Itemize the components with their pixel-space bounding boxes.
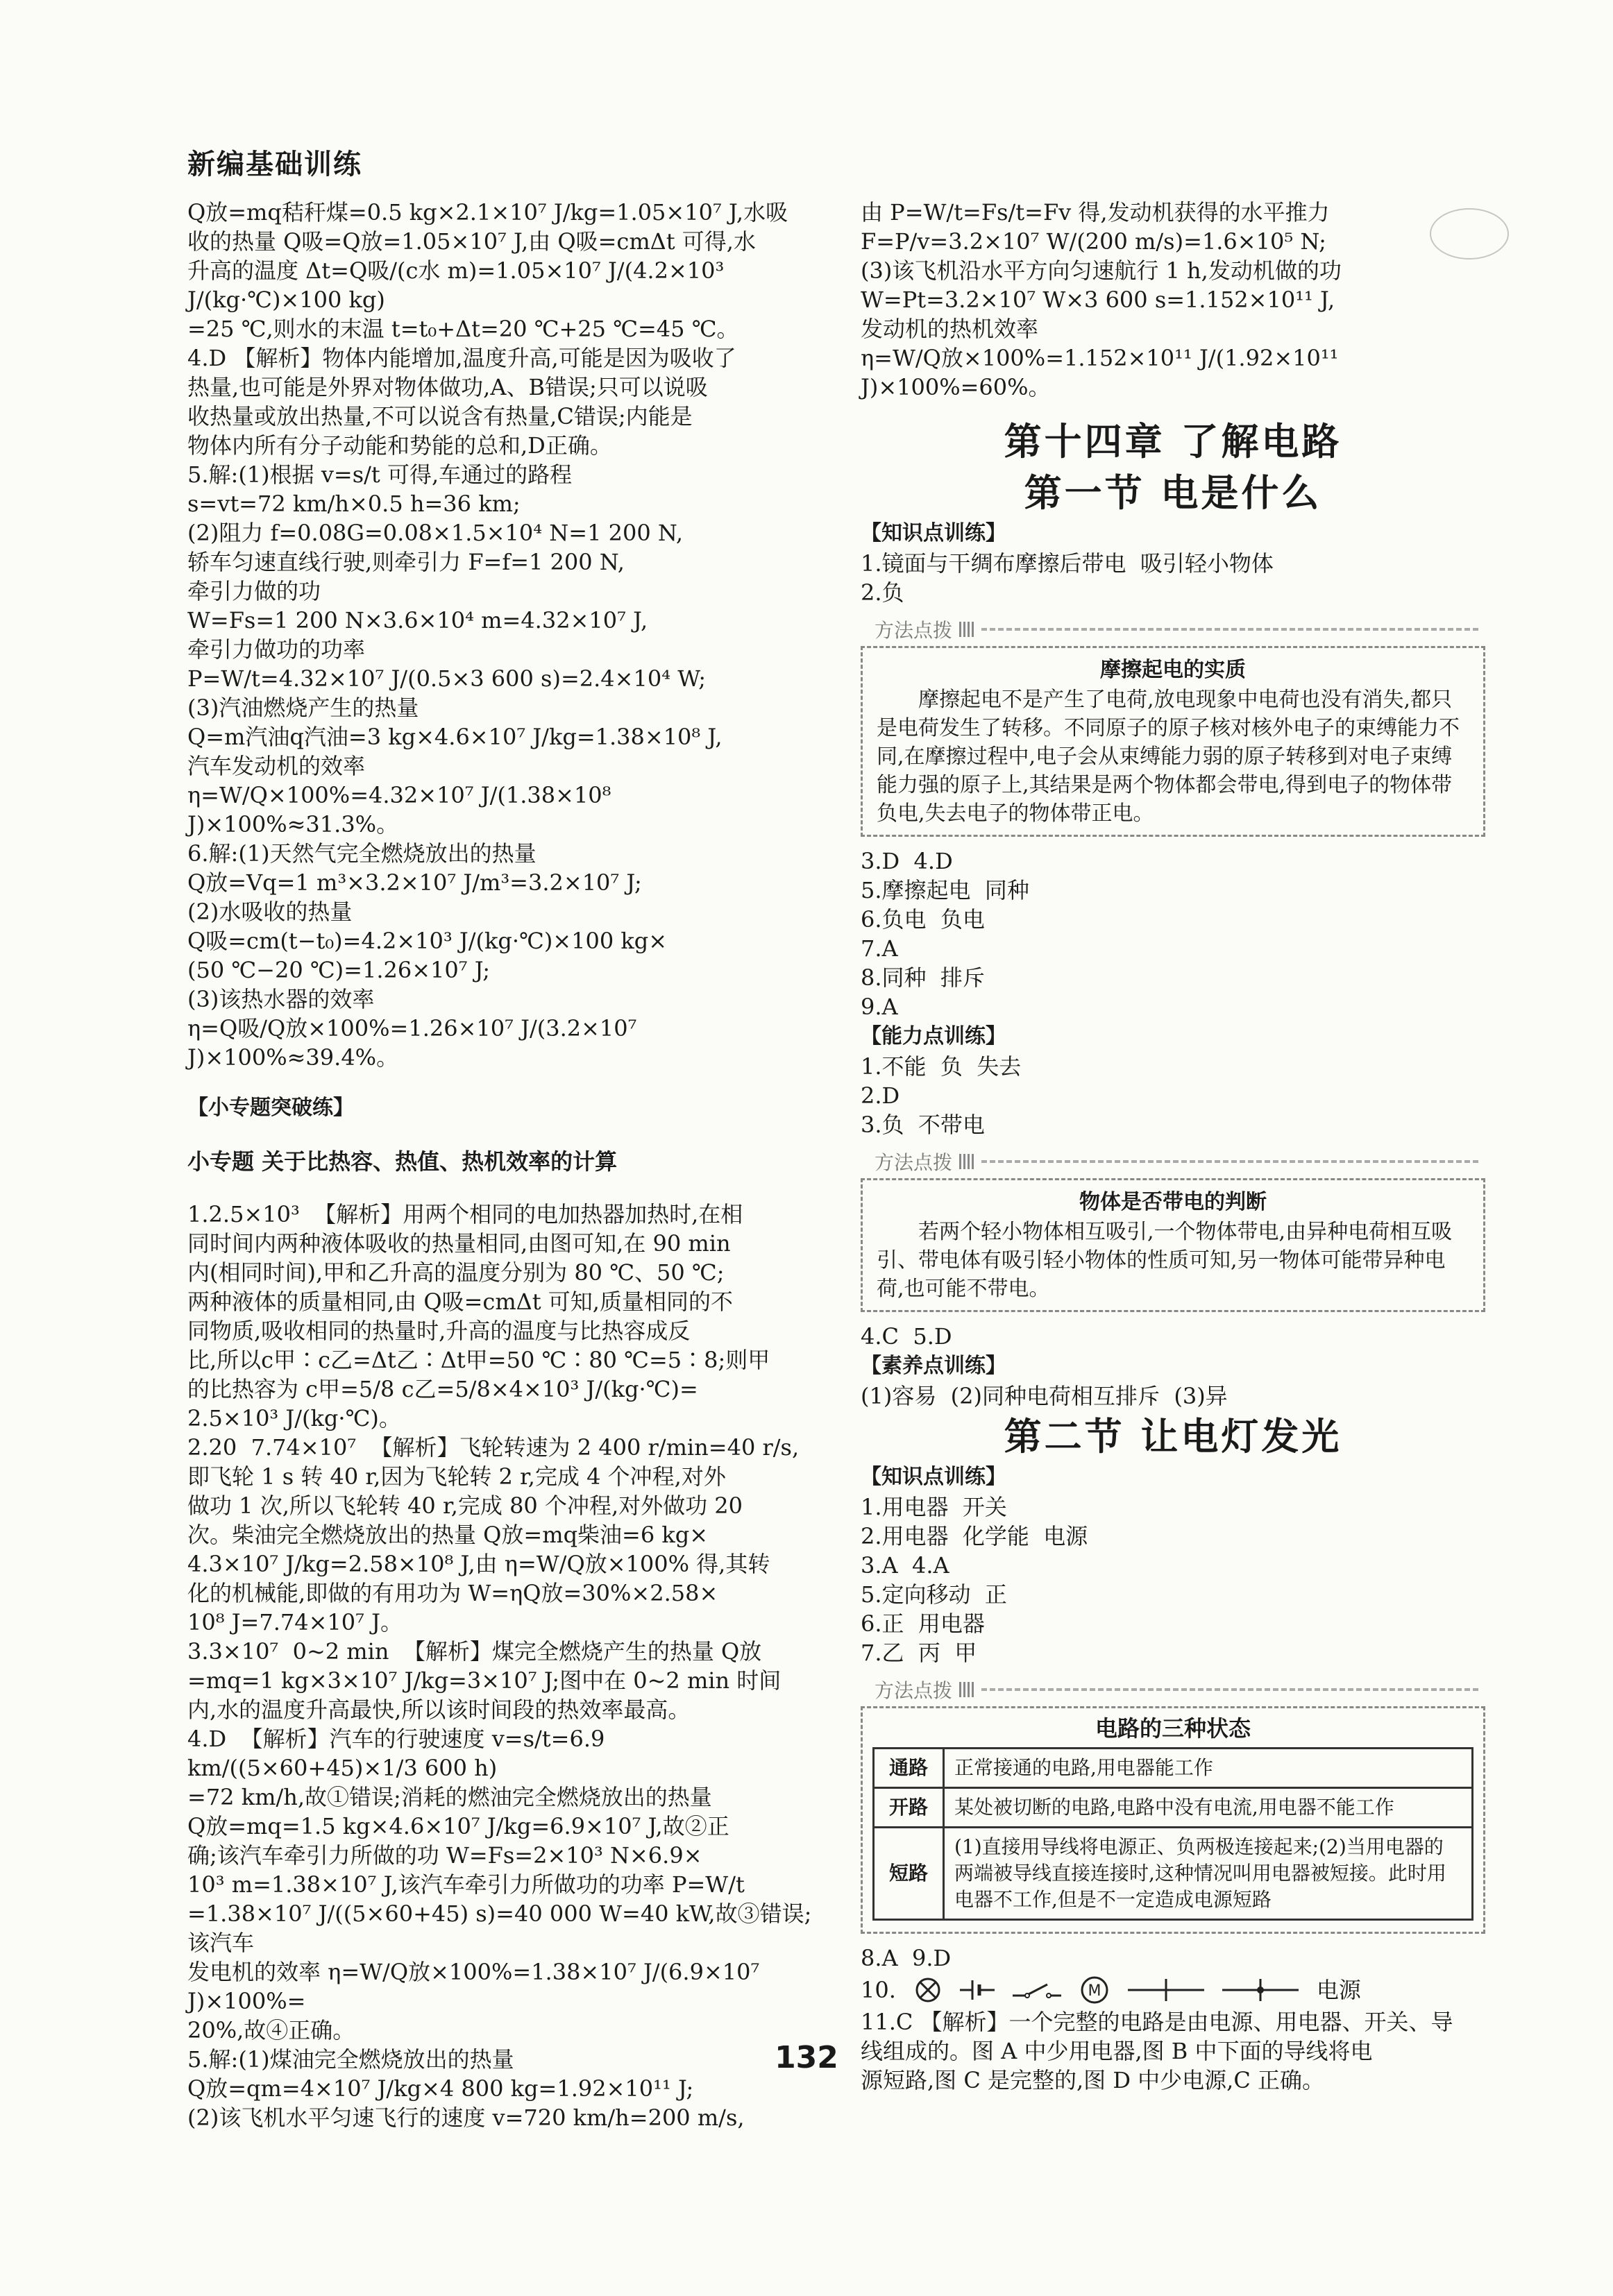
page-number: 132 [775, 2040, 838, 2075]
text-line: 热量,也可能是外界对物体做功,A、B错误;只可以说吸 [187, 374, 708, 400]
divider [981, 628, 1478, 631]
text-line: 5.摩擦起电 同种 [861, 877, 1029, 903]
text-line: 4.D 【解析】物体内能增加,温度升高,可能是因为吸收了 [187, 345, 736, 371]
table-row [874, 1749, 1473, 1788]
topic-title: 小专题 关于比热容、热值、热机效率的计算 [187, 1148, 618, 1175]
tip-body: 摩擦起电不是产生了电荷,放电现象中电荷也没有消失,都只是电荷发生了转移。不同原子的原子核对核外电子的束缚能力不同,在摩擦过程中,电子会从束缚能力弱的原子转移到对电子束缚能力强的原子上,其结果是两个物体都会带电,得到电子的物体带负电,失去电子的物体带正电。 [877, 688, 1460, 826]
text-line: 7.乙 丙 甲 [861, 1640, 977, 1666]
text-line: =25 ℃,则水的末温 t=t₀+Δt=20 ℃+25 ℃=45 ℃。 [187, 316, 739, 342]
text-line: Q=m汽油q汽油=3 kg×4.6×10⁷ J/kg=1.38×10⁸ J, [187, 724, 723, 750]
text-line: 线组成的。图 A 中少用电器,图 B 中下面的导线将电 [861, 2038, 1373, 2064]
text-line: 汽车发动机的效率 [187, 753, 366, 779]
text-line: 8.同种 排斥 [861, 964, 985, 991]
text-line: 2.20 7.74×10⁷ 【解析】飞轮转速为 2 400 r/min=40 r/s, [187, 1434, 800, 1461]
method-tip-header [875, 615, 1485, 643]
text-line: 牵引力做的功 [187, 578, 321, 604]
text-line: 确;该汽车牵引力所做的功 W=Fs=2×10³ N×6.9× [187, 1842, 702, 1869]
text-line: (50 ℃−20 ℃)=1.26×10⁷ J; [187, 957, 491, 983]
section-1-title: 第一节 电是什么 [1024, 470, 1322, 515]
method-tip-label: 方法点拨 [875, 619, 953, 642]
text-line: (2)阻力 f=0.08G=0.08×1.5×10⁴ N=1 200 N, [187, 520, 683, 546]
table-row [874, 1788, 1473, 1828]
tip-box [861, 1706, 1485, 1934]
text-line: 1.镜面与干绸布摩擦后带电 吸引轻小物体 [861, 550, 1274, 577]
text-line: 收热量或放出热量,不可以说含有热量,C错误;内能是 [187, 403, 693, 430]
text-line: 4.C 5.D [861, 1323, 952, 1350]
tip-box [861, 646, 1485, 837]
lamp-symbol-icon [914, 1976, 942, 2004]
circuit-symbols-row [861, 1973, 1485, 2007]
text-line: 即飞轮 1 s 转 40 r,因为飞轮转 2 r,完成 4 个冲程,对外 [187, 1463, 726, 1490]
text-line: W=Pt=3.2×10⁷ W×3 600 s=1.152×10¹¹ J, [861, 287, 1335, 313]
section-label: 【素养点训练】 [861, 1354, 1006, 1378]
text-line: =72 km/h,故①错误;消耗的燃油完全燃烧放出的热量 [187, 1784, 712, 1810]
tip-title: 摩擦起电的实质 [1100, 658, 1246, 682]
chapter-title: 第十四章 了解电路 [1004, 419, 1342, 464]
tip-box [861, 1178, 1485, 1312]
svg-text:M: M [1088, 1982, 1101, 2000]
text-line: Q放=mq=1.5 kg×4.6×10⁷ J/kg=6.9×10⁷ J,故②正 [187, 1813, 729, 1839]
text-line: 5.解:(1)煤油完全燃烧放出的热量 [187, 2046, 514, 2073]
text-line: 5.解:(1)根据 v=s/t 可得,车通过的路程 [187, 461, 573, 488]
state-description: 正常接通的电路,用电器能工作 [944, 1749, 1473, 1788]
text-line: 2.用电器 化学能 电源 [861, 1523, 1088, 1549]
text-line: 2.负 [861, 579, 904, 606]
text-line: 比,所以c甲∶c乙=Δt乙∶Δt甲=50 ℃∶80 ℃=5∶8;则甲 [187, 1347, 770, 1373]
text-line: η=W/Q×100%=4.32×10⁷ J/(1.38×10⁸ J)×100%≈31.3%。 [187, 782, 618, 837]
divider [981, 1160, 1478, 1163]
text-line: s=vt=72 km/h×0.5 h=36 km; [187, 491, 521, 517]
stamp-mark [1430, 208, 1509, 260]
speaker-icon [959, 1154, 974, 1169]
text-line: 3.负 不带电 [861, 1112, 985, 1138]
text-line: (1)容易 (2)同种电荷相互排斥 (3)异 [861, 1383, 1228, 1409]
switch-symbol-icon [1013, 1976, 1061, 2004]
text-line: 两种液体的质量相同,由 Q吸=cmΔt 可知,质量相同的不 [187, 1289, 733, 1315]
text-line: 6.解:(1)天然气完全燃烧放出的热量 [187, 840, 537, 867]
wire-cross-icon [1128, 1976, 1204, 2004]
text-line: F=P/v=3.2×10⁷ W/(200 m/s)=1.6×10⁵ N; [861, 228, 1326, 255]
text-line: (3)该热水器的效率 [187, 986, 375, 1012]
question-number: 10. [861, 1977, 896, 2003]
text-line: 发电机的效率 η=W/Q放×100%=1.38×10⁷ J/(6.9×10⁷ J)×100%= [187, 1959, 767, 2014]
power-source-label: 电源 [1316, 1977, 1361, 2003]
text-line: 1.不能 负 失去 [861, 1053, 1022, 1080]
table-row [874, 1828, 1473, 1920]
text-line: (3)汽油燃烧产生的热量 [187, 695, 419, 721]
text-line: 次。柴油完全燃烧放出的热量 Q放=mq柴油=6 kg× [187, 1522, 709, 1548]
text-line: =1.38×10⁷ J/((5×60+45) s)=40 000 W=40 kW,故③错误;该汽车 [187, 1900, 812, 1956]
text-line: 2.D [861, 1082, 900, 1109]
state-name: 通路 [874, 1749, 944, 1788]
left-column [187, 198, 812, 2132]
text-line: 升高的温度 Δt=Q吸/(c水 m)=1.05×10⁷ J/(4.2×10³ J/(kg·℃)×100 kg) [187, 257, 732, 313]
text-line: (2)水吸收的热量 [187, 899, 353, 925]
method-tip-header [875, 1148, 1485, 1175]
text-line: 10⁸ J=7.74×10⁷ J。 [187, 1609, 403, 1635]
wire-junction-icon [1222, 1976, 1299, 2004]
tip-title: 电路的三种状态 [1095, 1715, 1251, 1742]
tip-body: 若两个轻小物体相互吸引,一个物体带电,由异种电荷相互吸引、带电体有吸引轻小物体的性质可知,另一物体可能带异种电荷,也可能不带电。 [877, 1220, 1453, 1301]
text-line: 8.A 9.D [861, 1945, 952, 1971]
text-line: (3)该飞机沿水平方向匀速航行 1 h,发动机做的功 [861, 257, 1342, 284]
text-line: 同物质,吸收相同的热量时,升高的温度与比热容成反 [187, 1318, 691, 1344]
page-header: 新编基础训练 [187, 148, 362, 180]
section-label: 【小专题突破练】 [187, 1096, 354, 1120]
text-line: 5.定向移动 正 [861, 1581, 1007, 1608]
battery-symbol-icon [960, 1976, 995, 2004]
section-label: 【知识点训练】 [861, 1465, 1006, 1489]
text-line: Q放=Vq=1 m³×3.2×10⁷ J/m³=3.2×10⁷ J; [187, 869, 642, 896]
text-line: 的比热容为 c甲=5/8 c乙=5/8×4×10³ J/(kg·℃)= [187, 1376, 698, 1402]
text-line: 源短路,图 C 是完整的,图 D 中少电源,C 正确。 [861, 2067, 1325, 2093]
state-description: (1)直接用导线将电源正、负两极连接起来;(2)当用电器的两端被导线直接连接时,这种情况叫用电器被短接。此时用电器不工作,但是不一定造成电源短路 [944, 1828, 1473, 1920]
method-tip-label: 方法点拨 [875, 1679, 953, 1702]
text-line: Q放=qm=4×10⁷ J/kg×4 800 kg=1.92×10¹¹ J; [187, 2075, 694, 2102]
motor-symbol-icon [1079, 1975, 1110, 2005]
section-label: 【能力点训练】 [861, 1024, 1006, 1048]
text-line: 内(相同时间),甲和乙升高的温度分别为 80 ℃、50 ℃; [187, 1259, 725, 1286]
text-line: 11.C 【解析】一个完整的电路是由电源、用电器、开关、导 [861, 2009, 1453, 2035]
text-line: P=W/t=4.32×10⁷ J/(0.5×3 600 s)=2.4×10⁴ W; [187, 665, 707, 692]
text-line: 1.2.5×10³ 【解析】用两个相同的电加热器加热时,在相 [187, 1201, 743, 1227]
text-line: 6.负电 负电 [861, 906, 985, 933]
text-line: 2.5×10³ J/(kg·℃)。 [187, 1405, 401, 1431]
state-description: 某处被切断的电路,电路中没有电流,用电器不能工作 [944, 1788, 1473, 1828]
text-line: η=Q吸/Q放×100%=1.26×10⁷ J/(3.2×10⁷ J)×100%≈39.4%。 [187, 1015, 644, 1071]
text-line: 轿车匀速直线行驶,则牵引力 F=f=1 200 N, [187, 549, 625, 575]
method-tip-header [875, 1676, 1485, 1703]
text-line: 收的热量 Q吸=Q放=1.05×10⁷ J,由 Q吸=cmΔt 可得,水 [187, 228, 756, 255]
text-line: =mq=1 kg×3×10⁷ J/kg=3×10⁷ J;图中在 0~2 min 时间 [187, 1667, 782, 1694]
text-line: 6.正 用电器 [861, 1610, 985, 1637]
text-line: W=Fs=1 200 N×3.6×10⁴ m=4.32×10⁷ J, [187, 607, 648, 633]
tip-title: 物体是否带电的判断 [1079, 1190, 1267, 1214]
text-line: 4.D 【解析】汽车的行驶速度 v=s/t=6.9 km/((5×60+45)×1/3 600 h) [187, 1726, 612, 1781]
section-2-title: 第二节 让电灯发光 [1004, 1414, 1342, 1459]
text-line: 物体内所有分子动能和势能的总和,D正确。 [187, 432, 612, 459]
text-line: 3.A 4.A [861, 1552, 949, 1579]
text-line: Q吸=cm(t−t₀)=4.2×10³ J/(kg·℃)×100 kg× [187, 928, 668, 954]
text-line: 9.A [861, 994, 898, 1020]
text-line: η=W/Q放×100%=1.152×10¹¹ J/(1.92×10¹¹ J)×100%=60%。 [861, 345, 1346, 400]
section-label: 【知识点训练】 [861, 521, 1006, 545]
text-line: 化的机械能,即做的有用功为 W=ηQ放=30%×2.58× [187, 1580, 718, 1606]
text-line: 发动机的热机效率 [861, 316, 1039, 342]
method-tip-label: 方法点拨 [875, 1151, 953, 1174]
speaker-icon [959, 622, 974, 637]
text-line: 10³ m=1.38×10⁷ J,该汽车牵引力所做功的功率 P=W/t [187, 1871, 745, 1898]
circuit-states-table [872, 1747, 1473, 1921]
text-line: 由 P=W/t=Fs/t=Fv 得,发动机获得的水平推力 [861, 199, 1330, 226]
state-name: 开路 [874, 1788, 944, 1828]
text-line: (2)该飞机水平匀速飞行的速度 v=720 km/h=200 m/s, [187, 2104, 745, 2131]
text-line: 做功 1 次,所以飞轮转 40 r,完成 80 个冲程,对外做功 20 [187, 1493, 743, 1519]
text-line: 3.3×10⁷ 0~2 min 【解析】煤完全燃烧产生的热量 Q放 [187, 1638, 762, 1665]
state-name: 短路 [874, 1828, 944, 1920]
divider [981, 1688, 1478, 1691]
text-line: 4.3×10⁷ J/kg=2.58×10⁸ J,由 η=W/Q放×100% 得,其转 [187, 1551, 770, 1577]
right-column [861, 198, 1485, 2095]
text-line: 20%,故④正确。 [187, 2017, 355, 2043]
text-line: 同时间内两种液体吸收的热量相同,由图可知,在 90 min [187, 1230, 731, 1257]
text-line: 牵引力做功的功率 [187, 636, 366, 663]
text-line: 1.用电器 开关 [861, 1494, 1007, 1520]
text-line: Q放=mq秸秆煤=0.5 kg×2.1×10⁷ J/kg=1.05×10⁷ J,水吸 [187, 199, 788, 226]
text-line: 内,水的温度升高最快,所以该时间段的热效率最高。 [187, 1697, 691, 1723]
text-line: 7.A [861, 935, 898, 962]
text-line: 3.D 4.D [861, 848, 953, 874]
speaker-icon [959, 1682, 974, 1697]
